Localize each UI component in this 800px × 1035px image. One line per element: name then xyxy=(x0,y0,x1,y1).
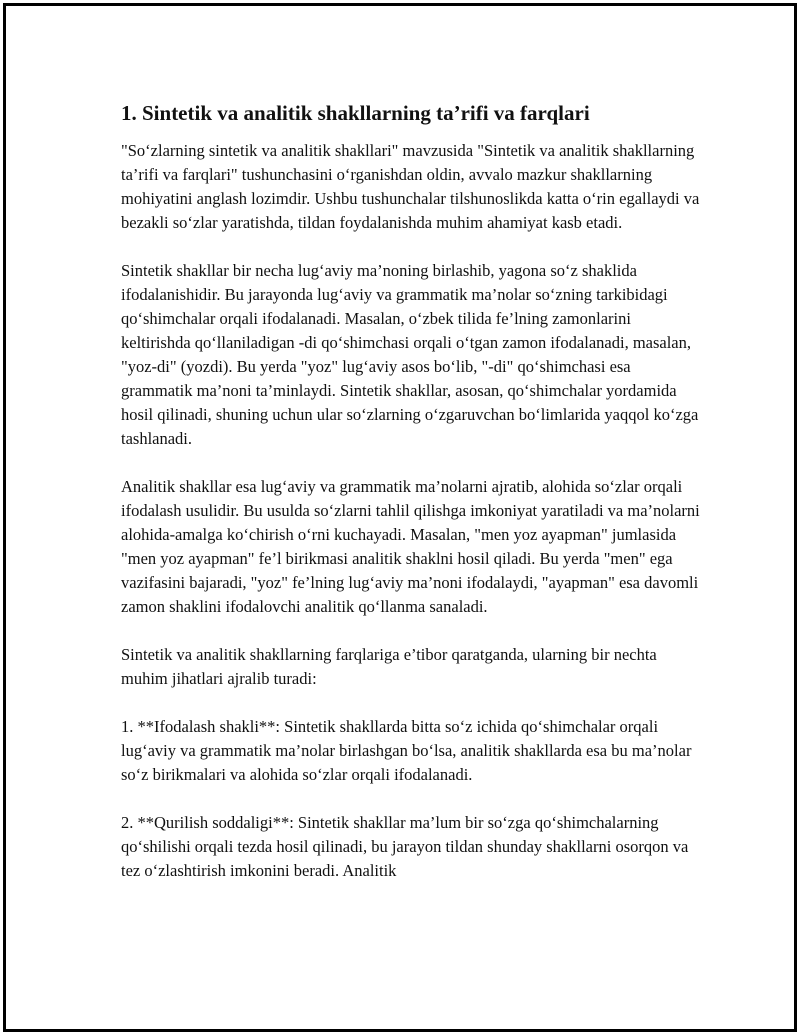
document-body xyxy=(121,99,701,907)
list-item-construction-simplicity: 2. **Qurilish soddaligi**: Sintetik shakllar ma’lum bir so‘zga qo‘shimchalarning qo‘shilishi orqali tezda hosil qilinadi, bu jarayon tildan shunday shakllarni osorqon va tez o‘zlashtirish imkonini beradi. Analitik xyxy=(121,813,689,880)
section-title: 1. Sintetik va analitik shakllarning ta’rifi va farqlari xyxy=(121,101,590,125)
paragraph-differences-intro: Sintetik va analitik shakllarning farqlariga e’tibor qaratganda, ularning bir nechta muhim jihatlari ajralib turadi: xyxy=(121,645,657,688)
paragraph-synthetic-forms: Sintetik shakllar bir necha lug‘aviy ma’noning birlashib, yagona so‘z shaklida ifodalanishidir. Bu jarayonda lug‘aviy va grammatik ma’nolar so‘zning tarkibidagi qo‘shimchalar orqali ifodalanadi. Masalan, o‘zbek tilida fe’lning zamonlarini keltirishda qo‘llaniladigan -di qo‘shimchasi orqali o‘tgan zamon ifodalanadi, masalan, "yoz-di" (yozdi). Bu yerda "yoz" lug‘aviy asos bo‘lib, "-di" qo‘shimchasi esa grammatik ma’noni ta’minlaydi. Sintetik shakllar, asosan, qo‘shimchalar yordamida hosil qilinadi, shuning uchun ular so‘zlarning o‘zgaruvchan bo‘limlarida yaqqol ko‘zga tashlanadi. xyxy=(121,261,699,448)
paragraph-intro: "So‘zlarning sintetik va analitik shakllari" mavzusida "Sintetik va analitik shakllarning ta’rifi va farqlari" tushunchasini o‘rganishdan oldin, avvalo mazkur shakllarning mohiyatini anglash lozimdir. Ushbu tushunchalar tilshunoslikda katta o‘rin egallaydi va bezakli so‘zlar yaratishda, tildan foydalanishda muhim ahamiyat kasb etadi. xyxy=(121,141,700,232)
list-item-expression-form: 1. **Ifodalash shakli**: Sintetik shakllarda bitta so‘z ichida qo‘shimchalar orqali lug‘aviy va grammatik ma’nolar birlashgan bo‘lsa, analitik shakllarda esa bu ma’nolar so‘z birikmalari va alohida so‘zlar orqali ifodalanadi. xyxy=(121,717,692,784)
paragraph-analytic-forms: Analitik shakllar esa lug‘aviy va grammatik ma’nolarni ajratib, alohida so‘zlar orqali ifodalash usulidir. Bu usulda so‘zlarni tahlil qilishga imkoniyat yaratiladi va ma’nolarni alohida-amalga ko‘chirish o‘rni kuchayadi. Masalan, "men yoz ayapman" jumlasida "men yoz ayapman" fe’l birikmasi analitik shaklni hosil qiladi. Bu yerda "men" ega vazifasini bajaradi, "yoz" fe’lning lug‘aviy ma’noni ifodalaydi, "ayapman" esa davomli zamon shaklini ifodalovchi analitik qo‘llanma sanaladi. xyxy=(121,477,700,616)
page-frame xyxy=(3,3,797,1032)
